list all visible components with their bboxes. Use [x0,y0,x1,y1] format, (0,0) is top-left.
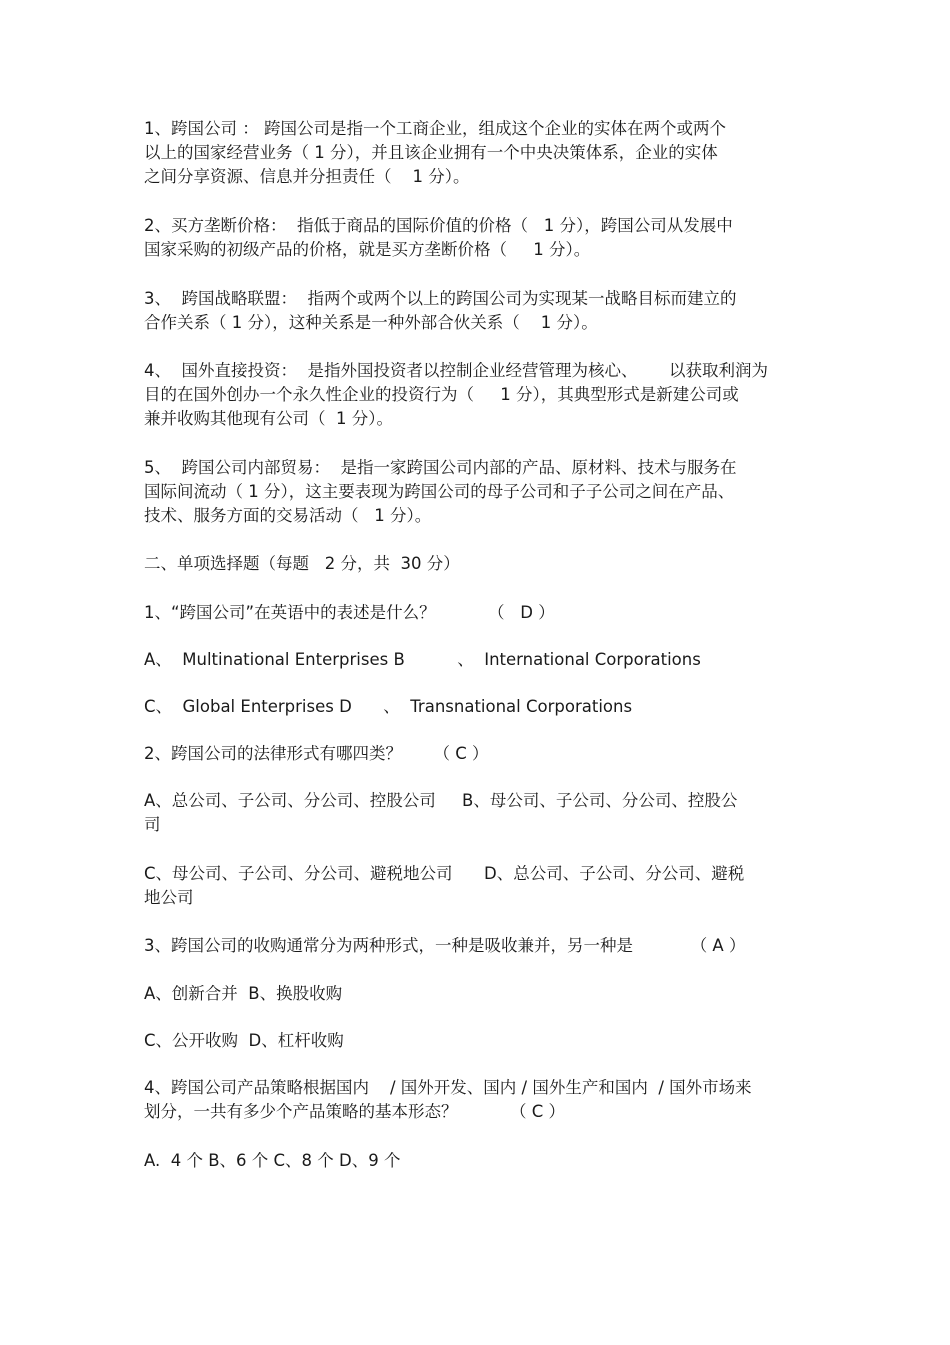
text-line: 1、“跨国公司”在英语中的表述是什么？ （ D ） [144,603,555,622]
definition-1 [144,117,804,189]
definition-3 [144,287,804,335]
definition-5 [144,456,804,528]
text-line: A、创新合并 B、换股收购 [144,984,343,1003]
text-line: 5、 跨国公司内部贸易： 是指一家跨国公司内部的产品、原材料、技术与服务在 [144,458,737,477]
text-line: 3、 跨国战略联盟： 指两个或两个以上的跨国公司为实现某一战略目标而建立的 [144,289,737,308]
section-heading [144,552,804,576]
question-3-stem [144,934,804,958]
section-heading-text: 二、单项选择题（每题 2 分，共 30 分） [144,554,460,573]
question-2-option-cd [144,862,804,910]
definition-2 [144,214,804,262]
question-4-options [144,1149,804,1173]
text-line: 之间分享资源、信息并分担责任（ 1 分）。 [144,167,470,186]
text-line: 合作关系（ 1 分），这种关系是一种外部合伙关系（ 1 分）。 [144,313,598,332]
text-line: 3、跨国公司的收购通常分为两种形式，一种是吸收兼并，另一种是 （ A ） [144,936,746,955]
text-line: A、 Multinational Enterprises B 、 International Corporations [144,650,701,669]
question-2-stem [144,742,804,766]
question-3-option-ab [144,982,804,1006]
text-line: 划分，一共有多少个产品策略的基本形态？ （ C ） [144,1102,565,1121]
text-line: 技术、服务方面的交易活动（ 1 分）。 [144,506,432,525]
text-line: 1、跨国公司 ： 跨国公司是指一个工商企业，组成这个企业的实体在两个或两个 [144,119,726,138]
text-line: 国际间流动（ 1 分），这主要表现为跨国公司的母子公司和子子公司之间在产品、 [144,482,735,501]
question-4-stem [144,1076,804,1124]
text-line: 2、跨国公司的法律形式有哪四类？ （ C ） [144,744,489,763]
text-line: A、总公司、子公司、分公司、控股公司 B、母公司、子公司、分公司、控股公 [144,791,738,810]
text-line: 国家采购的初级产品的价格，就是买方垄断价格（ 1 分）。 [144,240,591,259]
text-line: 以上的国家经营业务（ 1 分），并且该企业拥有一个中央决策体系，企业的实体 [144,143,718,162]
text-line: 4、跨国公司产品策略根据国内 / 国外开发、国内 / 国外生产和国内 / 国外市场来 [144,1078,752,1097]
text-line: 司 [144,815,161,834]
text-line: 4、 国外直接投资： 是指外国投资者以控制企业经营管理为核心、 以获取利润为 [144,361,768,380]
text-line: 兼并收购其他现有公司（ 1 分）。 [144,409,393,428]
definition-4 [144,359,804,431]
question-2-option-ab [144,789,804,837]
question-1-option-cd [144,695,804,719]
text-line: 2、买方垄断价格： 指低于商品的国际价值的价格（ 1 分），跨国公司从发展中 [144,216,733,235]
text-line: 地公司 [144,888,194,907]
text-line: A. 4 个 B、6 个 C、8 个 D、9 个 [144,1151,401,1170]
question-1-option-ab [144,648,804,672]
text-line: C、 Global Enterprises D 、 Transnational Corporations [144,697,633,716]
question-1-stem [144,601,804,625]
question-3-option-cd [144,1029,804,1053]
text-line: 目的在国外创办一个永久性企业的投资行为（ 1 分），其典型形式是新建公司或 [144,385,739,404]
text-line: C、公开收购 D、杠杆收购 [144,1031,344,1050]
text-line: C、母公司、子公司、分公司、避税地公司 D、总公司、子公司、分公司、避税 [144,864,745,883]
